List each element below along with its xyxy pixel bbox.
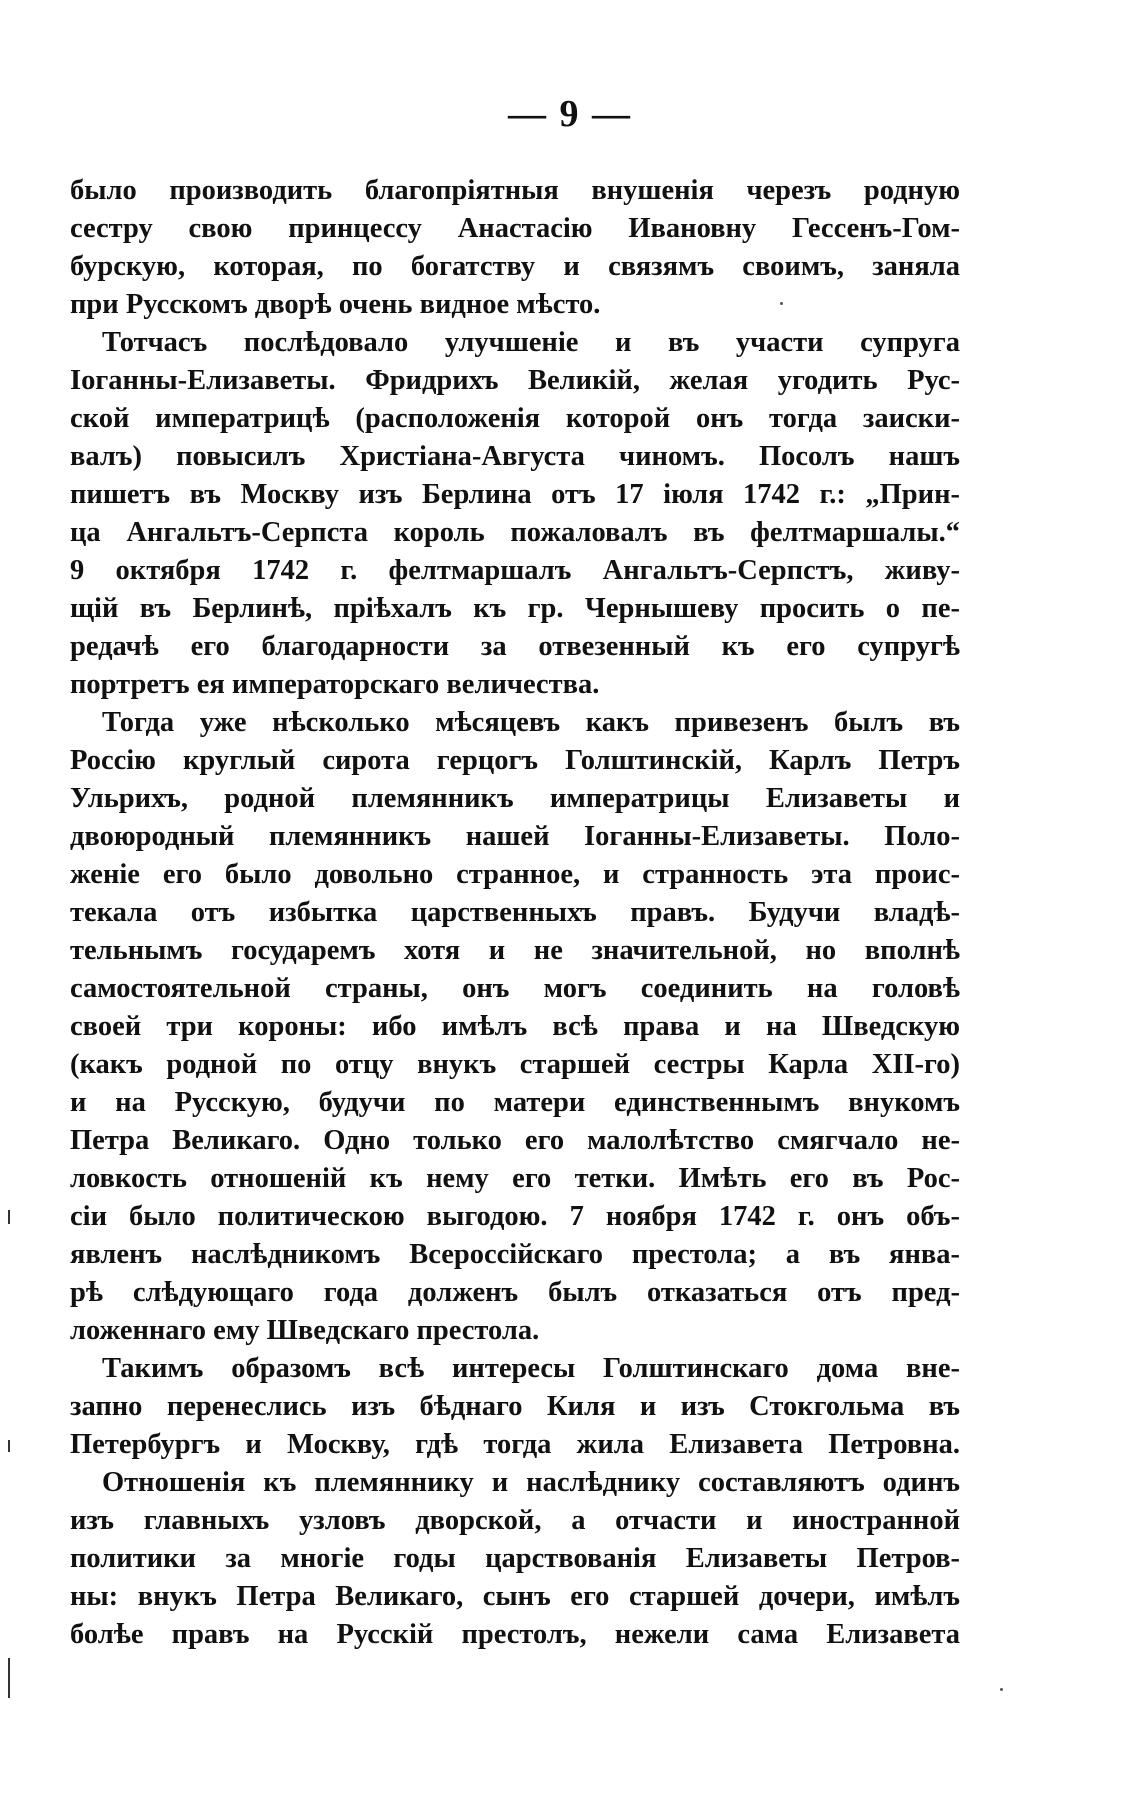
text-line: пишетъ въ Москву изъ Берлина отъ 17 іюля 1742 г.: „Прин- — [70, 479, 960, 510]
text-line: рѣ слѣдующаго года долженъ былъ отказаться отъ пред- — [70, 1277, 960, 1308]
text-line: редачѣ его благодарности за отвезенный къ его супругѣ — [70, 631, 960, 662]
text-line: Тогда уже нѣсколько мѣсяцевъ какъ привезенъ былъ въ — [102, 707, 960, 738]
text-line: сестру свою принцессу Анастасію Ивановну Гессенъ-Гом- — [70, 213, 960, 244]
text-line: Тотчасъ послѣдовало улучшеніе и въ участи супруга — [102, 327, 960, 358]
text-line: текала отъ избытка царственныхъ правъ. Будучи владѣ- — [70, 897, 960, 928]
margin-mark — [8, 1210, 10, 1224]
text-line: портретъ ея императорскаго величества. — [70, 669, 600, 700]
margin-mark — [8, 1440, 10, 1452]
text-line: при Русскомъ дворѣ очень видное мѣсто. — [70, 289, 601, 320]
text-line: Россію круглый сирота герцогъ Голштинскій, Карлъ Петръ — [70, 745, 960, 776]
text-line: сіи было политическою выгодою. 7 ноября 1742 г. онъ объ- — [70, 1201, 960, 1232]
text-line: Іоганны-Елизаветы. Фридрихъ Великій, желая угодить Рус- — [70, 365, 960, 396]
text-line: ловкость отношеній къ нему его тетки. Имѣть его въ Рос- — [70, 1163, 960, 1194]
text-line: политики за многіе годы царствованія Елизаветы Петров- — [70, 1543, 960, 1574]
text-line: двоюродный племянникъ нашей Іоганны-Елизаветы. Поло- — [70, 821, 960, 852]
text-line: щій въ Берлинѣ, пріѣхалъ къ гр. Чернышеву просить о пе- — [70, 593, 960, 624]
text-line: Ульрихъ, родной племянникъ императрицы Елизаветы и — [70, 783, 960, 814]
text-line: и на Русскую, будучи по матери единственнымъ внукомъ — [70, 1087, 960, 1118]
text-line: бурскую, которая, по богатству и связямъ своимъ, заняла — [70, 251, 960, 282]
text-line: изъ главныхъ узловъ дворской, а отчасти и иностранной — [70, 1505, 960, 1536]
text-line: валъ) повысилъ Христіана-Августа чиномъ. Посолъ нашъ — [70, 441, 960, 472]
text-line: ца Ангальтъ-Серпста король пожаловалъ въ фелтмаршалы.“ — [70, 517, 960, 548]
text-line: своей три короны: ибо имѣлъ всѣ права и на Шведскую — [70, 1011, 960, 1042]
body-text — [70, 172, 960, 1654]
text-line: ской императрицѣ (расположенія которой онъ тогда заиски- — [70, 403, 960, 434]
paper-speck — [1000, 1688, 1003, 1691]
text-line: было производить благопріятныя внушенія черезъ родную — [70, 175, 960, 206]
text-line: Петербургъ и Москву, гдѣ тогда жила Елизавета Петровна. — [70, 1429, 960, 1460]
text-line: самостоятельной страны, онъ могъ соединить на головѣ — [70, 973, 960, 1004]
text-line: Такимъ образомъ всѣ интересы Голштинскаго дома вне- — [102, 1353, 960, 1384]
text-line: 9 октября 1742 г. фелтмаршалъ Ангальтъ-Серпстъ, живу- — [70, 555, 960, 586]
text-line: (какъ родной по отцу внукъ старшей сестры Карла XII-го) — [70, 1049, 960, 1080]
text-line: тельнымъ государемъ хотя и не значительной, но вполнѣ — [70, 935, 960, 966]
text-line: явленъ наслѣдникомъ Всероссійскаго престола; а въ янва- — [70, 1239, 960, 1270]
page-number: — 9 — — [508, 93, 632, 135]
paper-speck — [780, 302, 783, 305]
text-line: ны: внукъ Петра Великаго, сынъ его старшей дочери, имѣлъ — [70, 1581, 960, 1612]
text-line: болѣе правъ на Русскій престолъ, нежели сама Елизавета — [70, 1619, 960, 1650]
margin-mark — [8, 1658, 10, 1698]
text-line: запно перенеслись изъ бѣднаго Киля и изъ Стокгольма въ — [70, 1391, 960, 1422]
text-line: Петра Великаго. Одно только его малолѣтство смягчало не- — [70, 1125, 960, 1156]
text-line: Отношенія къ племяннику и наслѣднику составляютъ одинъ — [102, 1467, 960, 1498]
text-line: ложеннаго ему Шведскаго престола. — [70, 1315, 540, 1346]
text-line: женіе его было довольно странное, и странность эта проис- — [70, 859, 960, 890]
